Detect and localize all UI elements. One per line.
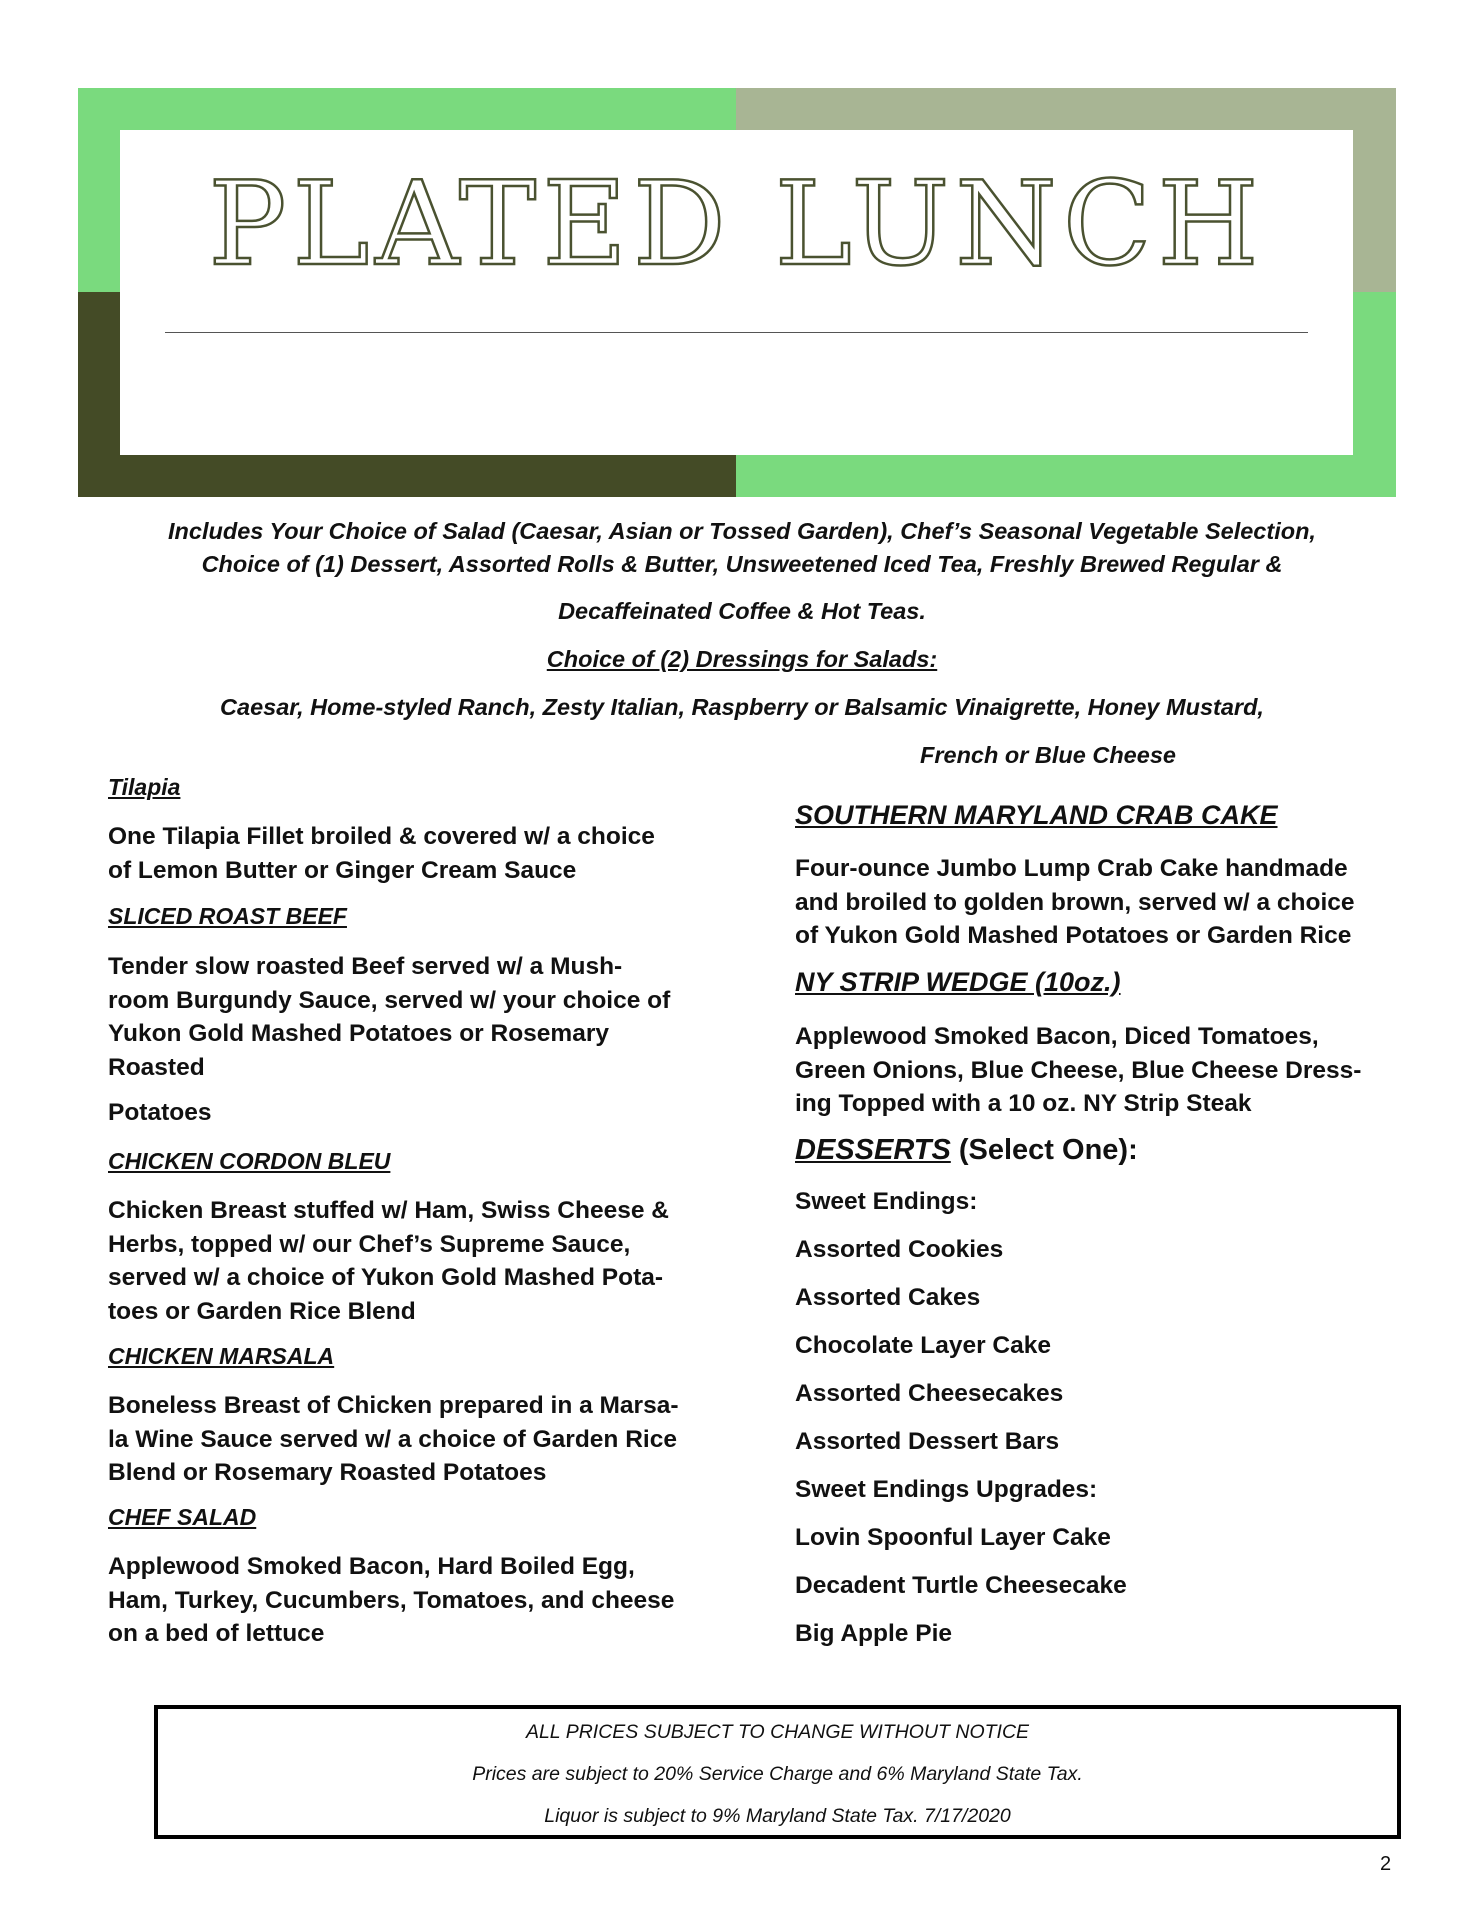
item-name-crab-cake: SOUTHERN MARYLAND CRAB CAKE — [795, 800, 1278, 830]
item-name-tilapia: Tilapia — [108, 774, 181, 800]
dressings-line-1: Caesar, Home-styled Ranch, Zesty Italian, Raspberry or Balsamic Vinaigrette, Honey Mustard, — [220, 694, 1264, 720]
item-name-chef-salad: CHEF SALAD — [108, 1504, 257, 1530]
dessert-item: Big Apple Pie — [795, 1620, 953, 1647]
item-desc-chicken-marsala: Boneless Breast of Chicken prepared in a Marsa- la Wine Sauce served w/ a choice of Garden Rice Blend or Rosemary Roasted Potatoes — [108, 1392, 679, 1486]
dessert-item: Sweet Endings: — [795, 1188, 978, 1215]
dessert-item: Lovin Spoonful Layer Cake — [795, 1524, 1111, 1551]
dessert-item: Assorted Cookies — [795, 1236, 1004, 1263]
page-title: PLATED LUNCH — [208, 157, 1265, 292]
item-name-sliced-roast-beef: SLICED ROAST BEEF — [108, 903, 347, 929]
item-desc-sliced-roast-beef-extra: Potatoes — [108, 1099, 212, 1126]
notice-line-2: Prices are subject to 20% Service Charge and 6% Maryland State Tax. — [472, 1763, 1083, 1785]
dessert-item: Sweet Endings Upgrades: — [795, 1476, 1098, 1503]
item-desc-chef-salad: Applewood Smoked Bacon, Hard Boiled Egg, Ham, Turkey, Cucumbers, Tomatoes, and cheese on a bed of lettuce — [108, 1553, 675, 1647]
item-name-ny-strip-wedge: NY STRIP WEDGE (10oz.) — [795, 967, 1121, 997]
dressings-line-2: French or Blue Cheese — [920, 742, 1176, 768]
notice-line-3: Liquor is subject to 9% Maryland State Tax. 7/17/2020 — [544, 1805, 1011, 1827]
item-desc-crab-cake: Four-ounce Jumbo Lump Crab Cake handmade and broiled to golden brown, served w/ a choice of Yukon Gold Mashed Potatoes or Garden Rice — [795, 855, 1355, 949]
intro-line-3: Decaffeinated Coffee & Hot Teas. — [558, 598, 926, 624]
item-desc-chicken-cordon-bleu: Chicken Breast stuffed w/ Ham, Swiss Cheese & Herbs, topped w/ our Chef’s Supreme Sauce, served w/ a choice of Yukon Gold Mashed Pota- toes or Garden Rice Blend — [108, 1197, 669, 1325]
item-name-chicken-cordon-bleu: CHICKEN CORDON BLEU — [108, 1148, 391, 1174]
dessert-item: Assorted Cheesecakes — [795, 1380, 1064, 1407]
item-desc-ny-strip-wedge: Applewood Smoked Bacon, Diced Tomatoes, Green Onions, Blue Cheese, Blue Cheese Dress- ing Topped with a 10 oz. NY Strip Steak — [795, 1023, 1362, 1117]
intro-line-2: Choice of (1) Dessert, Assorted Rolls & Butter, Unsweetened Iced Tea, Freshly Brewed Regular & — [201, 551, 1283, 577]
title-divider — [165, 332, 1308, 333]
dessert-item: Assorted Cakes — [795, 1284, 981, 1311]
item-desc-sliced-roast-beef: Tender slow roasted Beef served w/ a Mush- room Burgundy Sauce, served w/ your choice of Yukon Gold Mashed Potatoes or Rosemary Roasted — [108, 953, 671, 1081]
dressings-heading: Choice of (2) Dressings for Salads: — [546, 646, 938, 672]
dessert-item: Chocolate Layer Cake — [795, 1332, 1051, 1359]
item-desc-tilapia: One Tilapia Fillet broiled & covered w/ a choice of Lemon Butter or Ginger Cream Sauce — [108, 823, 655, 884]
desserts-heading: DESSERTS (Select One): — [795, 1134, 1138, 1166]
dessert-item: Assorted Dessert Bars — [795, 1428, 1060, 1455]
intro-line-1: Includes Your Choice of Salad (Caesar, Asian or Tossed Garden), Chef’s Seasonal Vegetable Selection, — [168, 518, 1316, 544]
page-number: 2 — [1380, 1853, 1392, 1875]
item-name-chicken-marsala: CHICKEN MARSALA — [108, 1343, 335, 1369]
notice-line-1: ALL PRICES SUBJECT TO CHANGE WITHOUT NOTICE — [525, 1721, 1030, 1743]
dessert-item: Decadent Turtle Cheesecake — [795, 1572, 1127, 1599]
